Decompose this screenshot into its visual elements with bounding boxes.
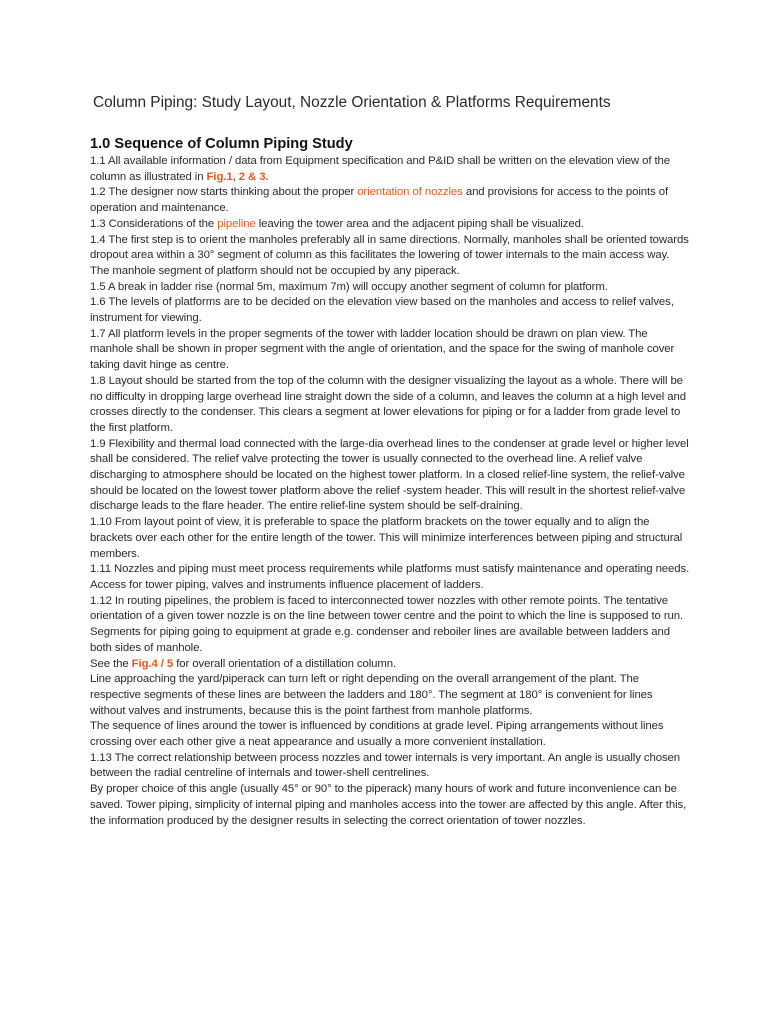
paragraph-1-8: 1.8 Layout should be started from the top of the column with the designer visualizing the layout as a whole. There will be no difficulty in dropping large overhead line straight down the side of a column, and leaves the column at a high level and crosses directly to the condenser. This clears a segment at lower elevations for piping or for a ladder from grade level to the first platform. (90, 374, 687, 434)
orientation-of-nozzles-link[interactable]: orientation of nozzles (357, 186, 463, 199)
section-body (90, 154, 690, 829)
page-title: Column Piping: Study Layout, Nozzle Orientation & Platforms Requirements (93, 94, 611, 111)
paragraph-see-fig: See the Fig.4 / 5 for overall orientation of a distillation column. (90, 657, 397, 670)
paragraph-1-7: 1.7 All platform levels in the proper segments of the tower with ladder location should be drawn on plan view. The manhole shall be shown in proper segment with the angle of orientation, and the space for the swing of manhole cover taking davit hinge as centre. (90, 327, 675, 372)
paragraph-1-13: 1.13 The correct relationship between process nozzles and tower internals is very important. An angle is usually chosen between the radial centreline of internals and tower-shell centrelines. (90, 751, 681, 780)
paragraph-1-12: 1.12 In routing pipelines, the problem is faced to interconnected tower nozzles with other remote points. The tentative orientation of a given tower nozzle is on the line between tower centre and the point to which the line is supposed to run. Segments for piping going to equipment at grade e.g. condenser and reboiler lines are available between ladders and both sides of manhole. (90, 594, 684, 654)
section-heading: 1.0 Sequence of Column Piping Study (90, 136, 353, 152)
paragraph-1-9: 1.9 Flexibility and thermal load connected with the large-dia overhead lines to the condenser at grade level or higher level shall be considered. The relief valve protecting the tower is usually connected to the overhead line. A relief valve discharging to atmosphere should be located on the highest tower platform. In a closed relief-line system, the relief-valve should be located on the lowest tower platform above the relief -system header. This will result in the shortest relief-valve discharge leads to the flare header. The entire relief-line system should be self-draining. (90, 437, 689, 513)
paragraph-line-approaching: Line approaching the yard/piperack can turn left or right depending on the overall arrangement of the plant. The respective segments of these lines are between the ladders and 180°. The segment at 180° is convenient for lines without valves and instruments, because this is the point farthest from manhole platforms. (90, 673, 653, 717)
pipeline-link[interactable]: pipeline (217, 217, 256, 230)
paragraph-1-1: 1.1 All available information / data from Equipment specification and P&ID shall be written on the elevation view of the column as illustrated in Fig.1, 2 & 3. (90, 155, 671, 183)
paragraph-1-11: 1.11 Nozzles and piping must meet process requirements while platforms must satisfy maintenance and operating needs. Access for tower piping, valves and instruments influence placement of ladders. (90, 563, 690, 591)
paragraph-1-5: 1.5 A break in ladder rise (normal 5m, maximum 7m) will occupy another segment of column for platform. (90, 280, 608, 293)
paragraph-1-6: 1.6 The levels of platforms are to be decided on the elevation view based on the manholes and access to relief valves, instrument for viewing. (90, 296, 674, 325)
fig-4-5-link[interactable]: Fig.4 / 5 (131, 657, 174, 670)
paragraph-1-2: 1.2 The designer now starts thinking about the proper orientation of nozzles and provisions for access to the points of operation and maintenance. (90, 186, 669, 215)
paragraph-angle-choice: By proper choice of this angle (usually 45° or 90° to the piperack) many hours of work and future inconvenience can be saved. Tower piping, simplicity of internal piping and manholes access into the tower are affected by this angle. After this, the information produced by the designer results in selecting the correct orientation of tower nozzles. (90, 783, 687, 827)
paragraph-sequence-of-lines: The sequence of lines around the tower is influenced by conditions at grade level. Piping arrangements without lines crossing over each other give a neat appearance and usually a more convenient installation. (90, 720, 664, 749)
fig-1-2-3-link[interactable]: Fig.1, 2 & 3. (206, 170, 269, 183)
paragraph-1-10: 1.10 From layout point of view, it is preferable to space the platform brackets on the tower equally and to align the brackets over each other for the entire length of the tower. This will minimize interferences between piping and structural members. (90, 516, 683, 560)
paragraph-1-4: 1.4 The first step is to orient the manholes preferably all in same directions. Normally, manholes shall be oriented towards dropout area within a 30° segment of column as this facilitates the lowering of tower internals to the main access way. The manhole segment of platform should not be occupied by any piperack. (90, 233, 689, 277)
paragraph-1-3: 1.3 Considerations of the pipeline leaving the tower area and the adjacent piping shall be visualized. (90, 217, 584, 230)
